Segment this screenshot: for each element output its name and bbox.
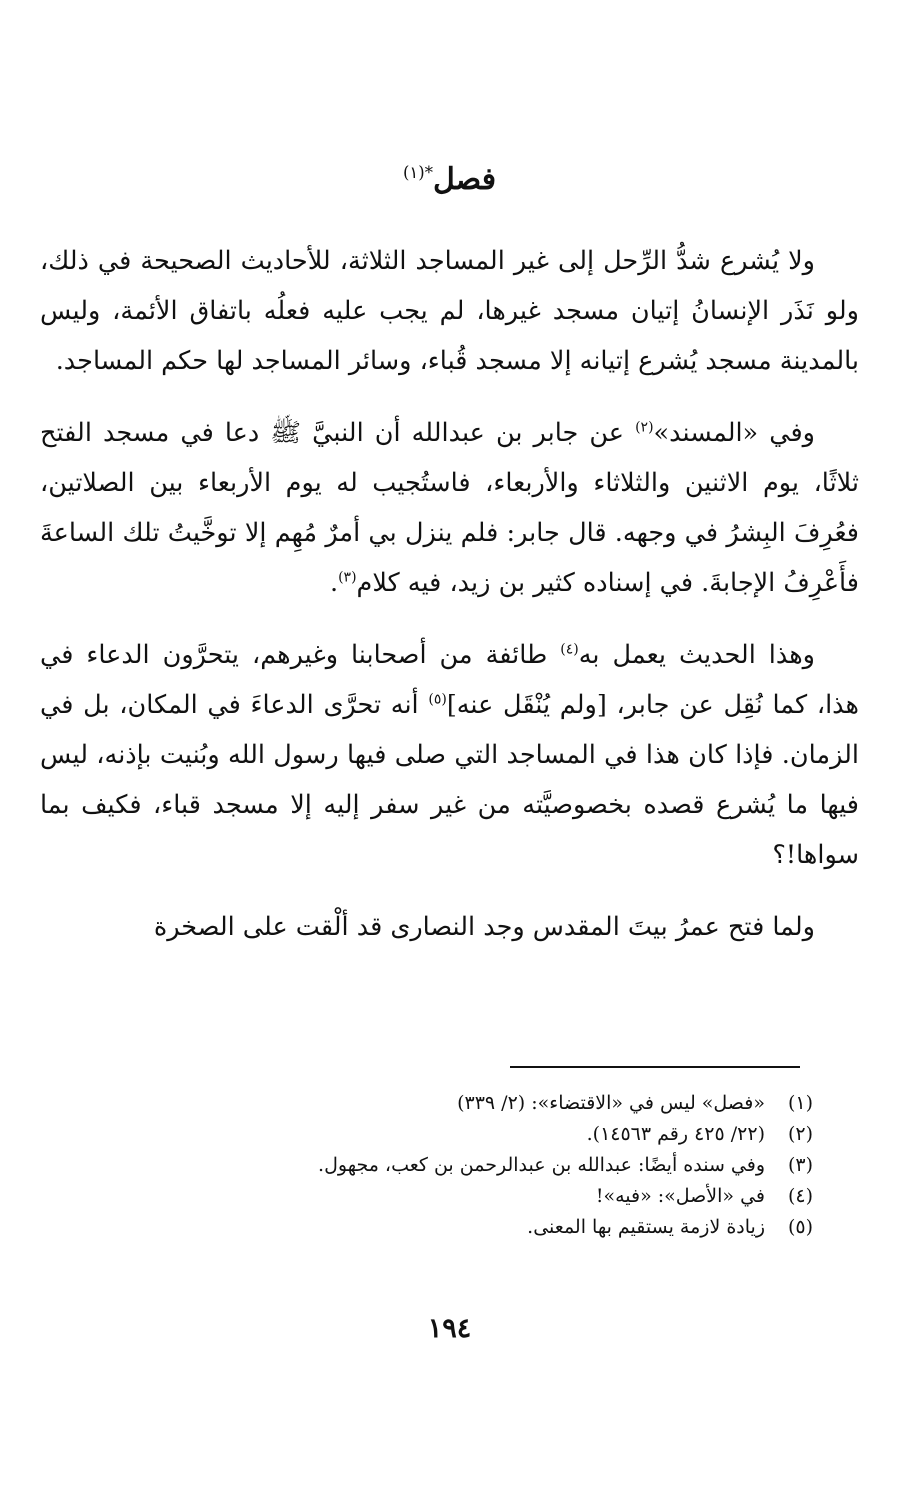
paragraph-text: .	[329, 568, 339, 598]
paragraph-text: ولما فتح عمرُ بيتَ المقدس وجد النصارى قد ألْقت على الصخرة	[153, 912, 815, 942]
paragraph-text: وفي «المسند»	[653, 418, 815, 448]
heading-mark: *	[424, 163, 433, 182]
body-text	[40, 236, 859, 974]
paragraph-text: طائفة من أصحابنا وغيرهم، يتحرَّون الدعاء في هذا، كما نُقِل عن جابر، [ولم يُنْقَل عنه]	[40, 640, 859, 720]
section-heading	[0, 158, 899, 202]
paragraph-text: أنه تحرَّى الدعاءَ في المكان، بل في الزمان. فإذا كان هذا في المساجد التي صلى فيها رسول الله وبُنيت بإذنه، ليس فيها ما يُشرع قصده بخصوصيَّته من غير سفر إليه إلا مسجد قباء، فكيف بما سواها!؟	[40, 690, 859, 870]
heading-footnote-ref: (١)	[402, 163, 425, 182]
footnote-text: زيادة لازمة يستقيم بها المعنى.	[527, 1216, 765, 1238]
paragraph-text: وهذا الحديث يعمل به	[578, 640, 816, 670]
footnote-divider	[510, 1066, 800, 1068]
paragraph-text: عن جابر بن عبدالله أن النبيَّ ﷺ دعا في مسجد الفتح ثلاثًا، يوم الاثنين والثلاثاء والأربعاء، فاستُجيب له يوم الأربعاء بين الصلاتين، فعُرِفَ البِشرُ في وجهه. قال جابر: فلم ينزل بي أمرٌ مُهِم إلا توخَّيتُ تلك الساعةَ فأَعْرِفُ الإجابةَ. في إسناده كثير بن زيد، فيه كلام	[40, 418, 859, 598]
paragraph-2	[40, 408, 859, 608]
paragraph-3	[40, 630, 859, 880]
footnote-number: (٥)	[787, 1216, 813, 1238]
footnote-text: وفي سنده أيضًا: عبدالله بن عبدالرحمن بن كعب، مجهول.	[318, 1154, 765, 1176]
footnote-item	[40, 1150, 813, 1181]
footnote-number: (٣)	[787, 1154, 813, 1176]
footnote-ref: (٢)	[635, 419, 654, 436]
footnote-item	[40, 1119, 813, 1150]
footnote-item	[40, 1088, 813, 1119]
footnote-number: (٤)	[787, 1185, 813, 1207]
footnote-text: في «الأصل»: «فيه»!	[595, 1185, 765, 1207]
paragraph-1	[40, 236, 859, 386]
footnote-number: (١)	[787, 1092, 813, 1114]
footnote-text: (٢٢/ ٤٢٥ رقم ١٤٥٦٣).	[586, 1123, 765, 1145]
paragraph-text: ولا يُشرع شدُّ الرِّحل إلى غير المساجد الثلاثة، للأحاديث الصحيحة في ذلك، ولو نَذَر الإنسانُ إتيان مسجد غيرها، لم يجب عليه فعلُه باتفاق الأئمة، وليس بالمدينة مسجد يُشرع إتيانه إلا مسجد قُباء، وسائر المساجد لها حكم المساجد.	[40, 246, 859, 376]
footnote-number: (٢)	[787, 1123, 813, 1145]
footnote-ref: (٥)	[428, 691, 447, 708]
footnote-ref: (٤)	[560, 641, 579, 658]
footnote-item	[40, 1181, 813, 1212]
footnote-ref: (٣)	[338, 569, 357, 586]
paragraph-4	[40, 902, 859, 952]
section-title: فصل	[432, 162, 497, 197]
footnotes-list	[40, 1088, 813, 1243]
footnote-item	[40, 1212, 813, 1243]
page-number: ١٩٤	[427, 1313, 472, 1344]
footnote-text: «فصل» ليس في «الاقتضاء»: (٢/ ٣٣٩)	[457, 1092, 765, 1114]
